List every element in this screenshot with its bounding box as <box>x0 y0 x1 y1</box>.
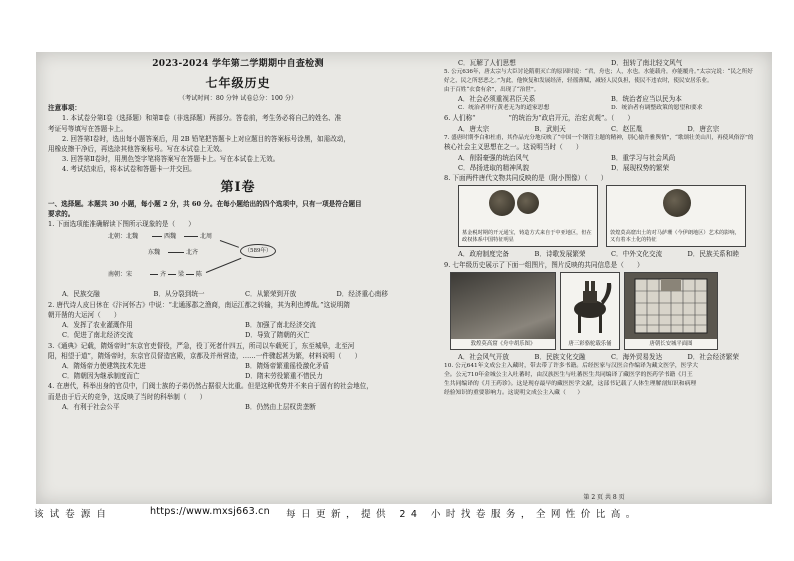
option: D．导致了隋朝的灭亡 <box>245 331 310 340</box>
city-plan-photo <box>624 272 718 350</box>
camel-figure-photo <box>560 272 620 350</box>
page-number: 第 2 页 共 8 页 <box>583 493 625 501</box>
option: D．经济重心南移 <box>336 290 388 299</box>
option: A．唐太宗 <box>458 124 490 133</box>
option: C．昂扬进取的精神风貌 <box>458 163 529 172</box>
option: C．瓦解了人们思想 <box>458 59 516 67</box>
note-line: 4. 考试结束后，将本试卷和答题卡一并交回。 <box>62 165 196 174</box>
question-6-options <box>444 124 764 134</box>
question-7-stem: 7. 盛唐时期李白和杜甫，其作品充分地反映了“中国一个钢管主题的精神，别心愉升雅舆情”，“歌颂壮美山川，再使风俗淳”的 <box>444 134 754 141</box>
option: C．中外文化交流 <box>611 250 663 259</box>
option: B．统治者应当以民为本 <box>611 95 682 104</box>
question-8-images <box>458 185 764 247</box>
question-7-options <box>444 153 764 173</box>
volume-title: 第Ⅰ卷 <box>220 179 256 195</box>
section-intro: 要求的。 <box>48 210 75 219</box>
coin-icon <box>489 190 515 216</box>
south-liang: 梁 <box>178 271 185 279</box>
option: B．隋炀帝繁重徭役激化矛盾 <box>245 362 329 370</box>
option: C．赵匡胤 <box>611 124 643 133</box>
south-chen: 陈 <box>196 271 203 279</box>
option: A．削弱豪强的统治风气 <box>458 153 529 162</box>
option: C．促进了南北经济交流 <box>62 331 133 340</box>
question-9-photos <box>450 272 764 350</box>
question-5-stem: 好之，民之所恶恶之。”为此，他恢复和发展经济，轻徭薄赋，减轻人民负担，使民不违农时，使民安居乐业。 <box>444 77 713 84</box>
source-footer <box>0 506 794 524</box>
photo-caption: 唐朝长安城平面图 <box>625 339 717 349</box>
image-caption: 墓金税时期的开元通宝，铸造方式来自于中亚地区，但在政权体系中国特征明显 <box>462 230 592 244</box>
question-2-stem: 2. 唐代诗人皮日休在《汴河怀古》中说：“北通涿郡之渔商，南运江都之转输，其为利也博哉。”这说明隋 <box>48 300 350 309</box>
notes-heading: 注意事项： <box>48 104 81 113</box>
section-intro: 一、选择题。本题共 30 小题，每小题 2 分，共 60 分。在每小题给出的四个选项中，只有一项是符合题目 <box>48 199 362 208</box>
photo-caption: 敦煌莫高窟《舟中胡乐图》 <box>451 339 555 349</box>
option: D．隋末劳役繁重不惜民力 <box>245 372 323 381</box>
option: A．民族交融 <box>62 290 100 299</box>
option: B．加强了南北经济交流 <box>245 321 316 330</box>
option: B．诗歌发展繁荣 <box>534 250 586 259</box>
city-plan-icon <box>625 273 717 339</box>
question-5-stem: 5. 公元636年，唐太宗与大臣讨论隋朝灭亡的原因时说：“君，舟也；人，水也。水能载舟，亦能覆舟。”太宗完说：“民之所好 <box>444 69 753 76</box>
south-qi: 齐 <box>160 271 167 279</box>
question-10-stem: 全。公元710年金城公主入吐蕃时，由汉族医生与吐蕃医生共同编译了藏医学的医药学书籍《月王 <box>444 372 693 378</box>
north-zhou: 北周 <box>200 233 213 241</box>
option: A．发挥了农业灌溉作用 <box>62 321 133 330</box>
north-qi: 北齐 <box>186 249 199 257</box>
option: D．民族关系和睦 <box>687 250 739 259</box>
coin-icon <box>517 192 539 214</box>
question-3-options <box>48 361 428 381</box>
left-column <box>48 52 428 504</box>
question-3-stem: 阳，相望于道”，隋炀帝时，东京官员督造宫殿，京都及并州营造，……一件骤起甚为繁，材料说明（ ） <box>48 351 362 360</box>
note-line: 1. 本试卷分第Ⅰ卷（选择题）和第Ⅱ卷（非选择题）两部分。答卷前，考生务必将自己的姓名、准 <box>62 114 342 123</box>
question-4-options <box>48 402 428 412</box>
artifact-plate-image <box>606 185 746 247</box>
year-oval: （589年） <box>240 244 276 258</box>
plate-icon <box>663 189 691 217</box>
option: D．唐玄宗 <box>687 124 720 133</box>
question-9-options <box>444 352 764 362</box>
south-dynasty-label: 南朝：宋 <box>108 271 133 279</box>
question-4-stem: 4. 在唐代，科举出身的官员中，门阀士族的子弟仍然占据很大比重。但是这种优势并不来自于固有的社会地位， <box>48 382 373 391</box>
option: C．统治者审行黄老无为的道家思想 <box>458 105 550 112</box>
footer-service-text: 每日更新，提供 24 小时找卷服务，全网性价比高。 <box>286 509 641 520</box>
option: D．统治者有调整政策的愿望和要求 <box>611 105 703 112</box>
note-line: 用橡皮擦干净后，再选涂其他答案标号。写在本试卷上无效。 <box>48 145 227 154</box>
option: B．从分裂到统一 <box>153 290 205 299</box>
image-caption: 敦煌莫高窟出土的对马萨珊（今伊朗地区）艺术的影响，又有着本土化的特征 <box>610 230 740 244</box>
east-wei: 东魏 <box>148 249 161 257</box>
question-8-stem: 8. 下面两件唐代文物共同反映的是（附小图像）（ ） <box>444 174 608 183</box>
question-10-stem: 10. 公元641年文成公主入藏时，带去带了许多书籍。后经医家与汉医合作编译为藏文医学，医学大 <box>444 363 699 370</box>
question-9-stem: 9. 七年级历史展示了下面一组图片，图片反映的共同信息是（ ） <box>444 260 644 269</box>
north-dynasty-label: 北朝：北魏 <box>108 233 139 241</box>
question-1-options <box>48 289 428 299</box>
question-3-stem: 3.《通典》记载，隋炀帝时“东京官吏督役，严急，役丁死者什四五，所司以车载死丁，东至城皋，北至河 <box>48 341 355 350</box>
mural-photo <box>450 272 556 350</box>
exam-paper-sheet <box>36 52 772 504</box>
footer-url-link[interactable]: https://www.mxsj663.cn <box>150 506 270 517</box>
note-line: 考证号等填写在答题卡上。 <box>48 124 128 133</box>
question-2-options <box>48 320 428 340</box>
option: B．仍然由上层权贵垄断 <box>245 402 316 411</box>
dynasty-diagram <box>108 230 368 288</box>
question-10-stem: 经验知识的重要影响力。这说明文成公主入藏（ ） <box>444 389 584 396</box>
right-column <box>444 52 764 504</box>
question-2-stem: 朝开凿的大运河（ ） <box>48 310 121 319</box>
footer-source-text: 该试卷源自 <box>34 509 112 520</box>
question-7-stem: 核心社会主义思想在之一。这说明当时（ ） <box>444 143 583 152</box>
paper-title-line1: 2023-2024 学年第二学期期中自查检测 <box>152 59 324 69</box>
photo-caption: 唐三彩骆驼载乐俑 <box>561 339 619 349</box>
artifact-coin-image <box>458 185 598 247</box>
note-line: 2. 回答第Ⅰ卷时，选出每小题答案后，用 2B 铅笔把答题卡上对应题目的答案标号涂黑，如需改动， <box>62 134 350 143</box>
option: C．隋朝因为继承制度而亡 <box>62 372 140 381</box>
question-5-options <box>444 94 764 113</box>
option: B．武则天 <box>534 124 566 133</box>
question-5-stem: 由于百姓“衣食有余”，出现了“治世”。 <box>444 86 540 93</box>
paper-exam-info: （考试时间：80 分钟 试卷总分：100 分） <box>178 94 298 102</box>
option: B．重学习与社会风尚 <box>611 153 676 162</box>
camel-icon <box>561 273 619 339</box>
option: D．扭转了南北轻文风气 <box>611 59 683 67</box>
option: B．民族文化交融 <box>534 352 586 361</box>
note-line: 3. 回答第Ⅱ卷时，用黑色签字笔将答案写在答题卡上。写在本试卷上无效。 <box>62 155 280 164</box>
option: A．社会必须重视君臣关系 <box>458 95 536 104</box>
option: A．社会风气开放 <box>458 352 509 361</box>
option: C．海外贸易发达 <box>611 352 663 361</box>
question-4-options-cont <box>444 58 764 68</box>
option: D．社会经济繁荣 <box>687 352 739 361</box>
option: A．隋炀帝力使建筑技术先进 <box>62 362 146 370</box>
west-wei: 西魏 <box>164 233 177 241</box>
question-6-stem: 6. 人们称“ ”的统治为“政启开元，治宏贞观”。（ ） <box>444 114 635 123</box>
option: C．从繁荣到开放 <box>245 290 297 299</box>
option: A．政府制度完备 <box>458 250 509 259</box>
question-1-stem: 1. 下面选项能准确解读下图所示现象的是（ ） <box>48 220 195 229</box>
option: A．有利于社会公平 <box>62 402 120 411</box>
question-10-stem: 生共同编译的《月王药诊》。这是现存最早的藏医医学文献，这部书记载了人体生理解剖知识和病理 <box>444 380 697 387</box>
question-8-options <box>444 249 764 259</box>
paper-title-subject: 七年级历史 <box>205 75 271 90</box>
question-4-stem: 而是由于后天的竞争，这反映了当时的科举制（ ） <box>48 392 207 401</box>
option: D．展现权势的繁荣 <box>611 163 670 172</box>
